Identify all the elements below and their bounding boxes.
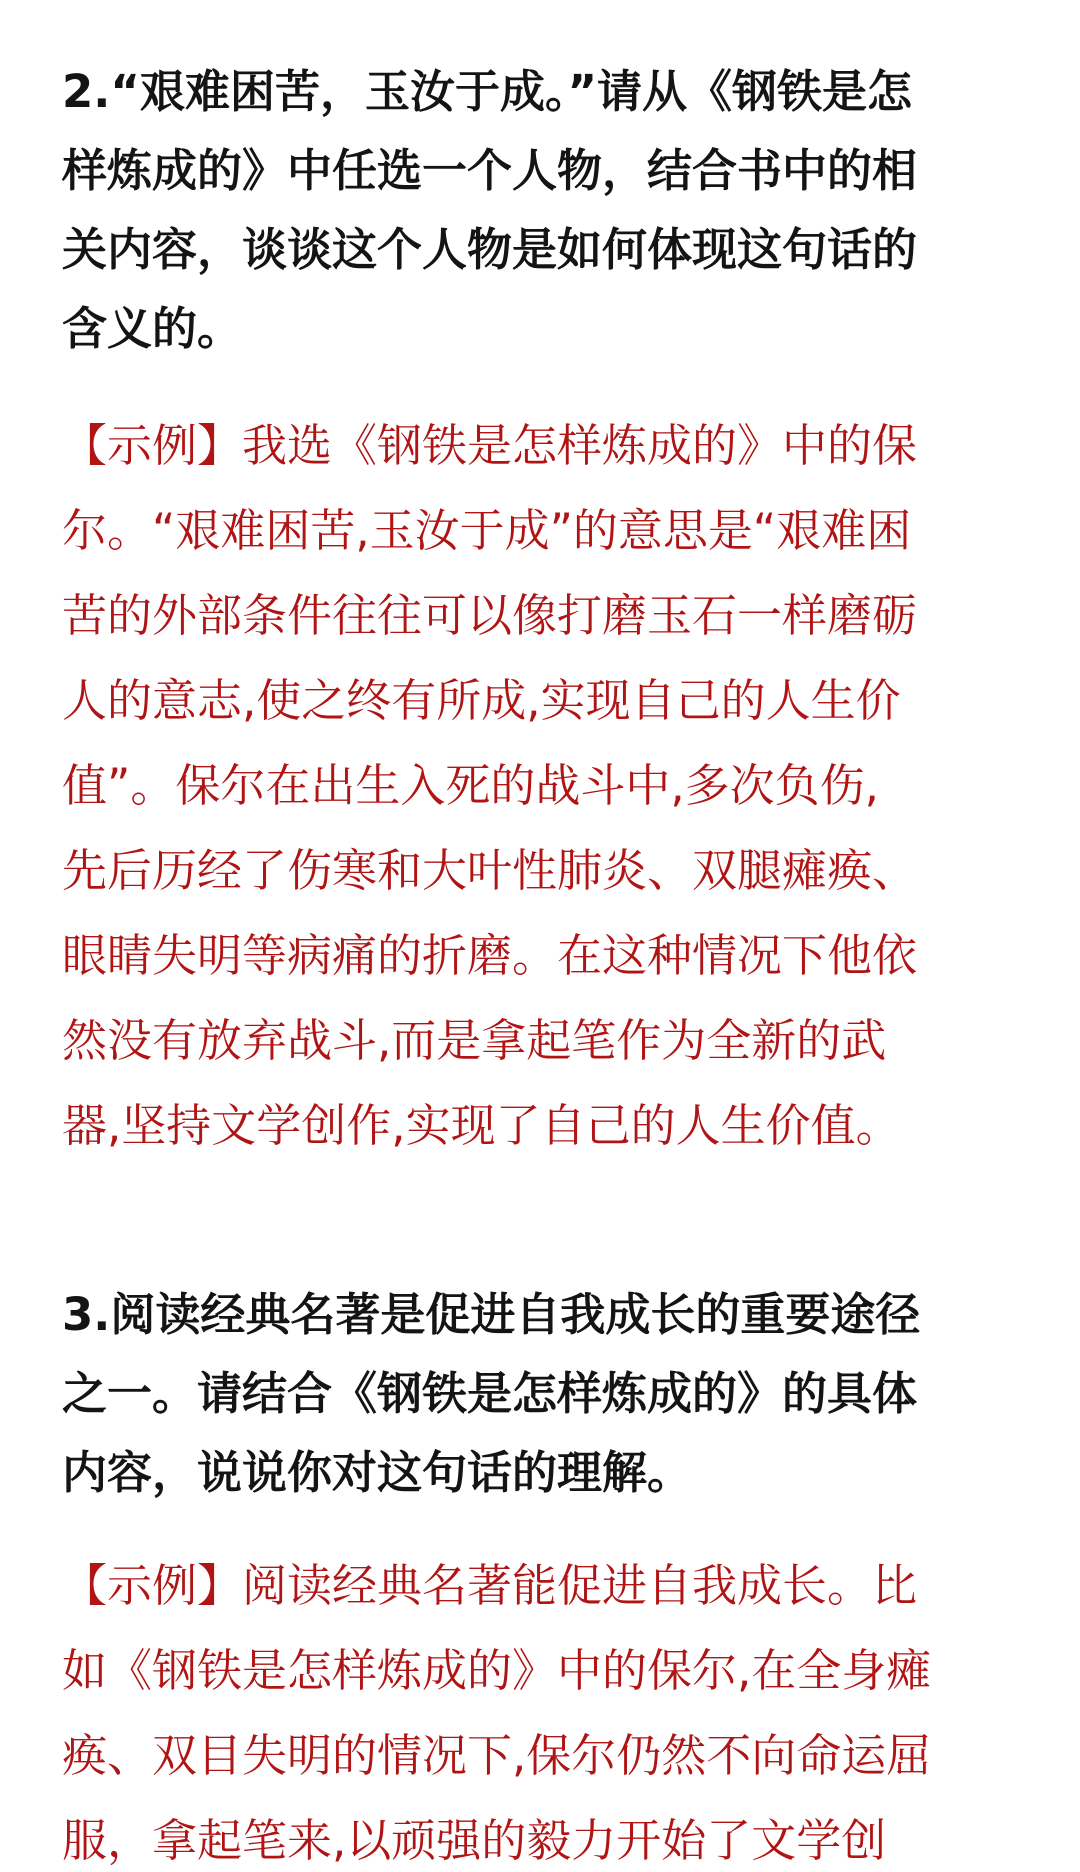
question-2-text: 2.“艰难困苦，玉汝于成。”请从《钢铁是怎 样炼成的》中任选一个人物，结合书中的相 关内容，谈谈这个人物是如何体现这句话的 含义的。 — [62, 65, 918, 355]
question-3-text: 3.阅读经典名著是促进自我成长的重要途径 之一。请结合《钢铁是怎样炼成的》的具体 内容，说说你对这句话的理解。 — [62, 1288, 921, 1499]
answer-2-example-text: 【示例】我选《钢铁是怎样炼成的》中的保 尔。“艰难困苦,玉汝于成”的意思是“艰难困 苦的外部条件往往可以像打磨玉石一样磨砺 人的意志,使之终有所成,实现自己的人生价 值”。保尔在出生入死的战斗中,多次负伤, 先后历经了伤寒和大叶性肺炎、双腿瘫痪、 眼睛失明等病痛的折磨。在这种情况下他依 然没有放弃战斗,而是拿起笔作为全新的武 器,坚持文学创作,实现了自己的人生价值。 — [62, 419, 918, 1152]
answer-3-example-text: 【示例】阅读经典名著能促进自我成长。比 如《钢铁是怎样炼成的》中的保尔,在全身瘫 痪、双目失明的情况下,保尔仍然不向命运屈 服，拿起笔来,以顽强的毅力开始了文学创 — [62, 1559, 932, 1867]
